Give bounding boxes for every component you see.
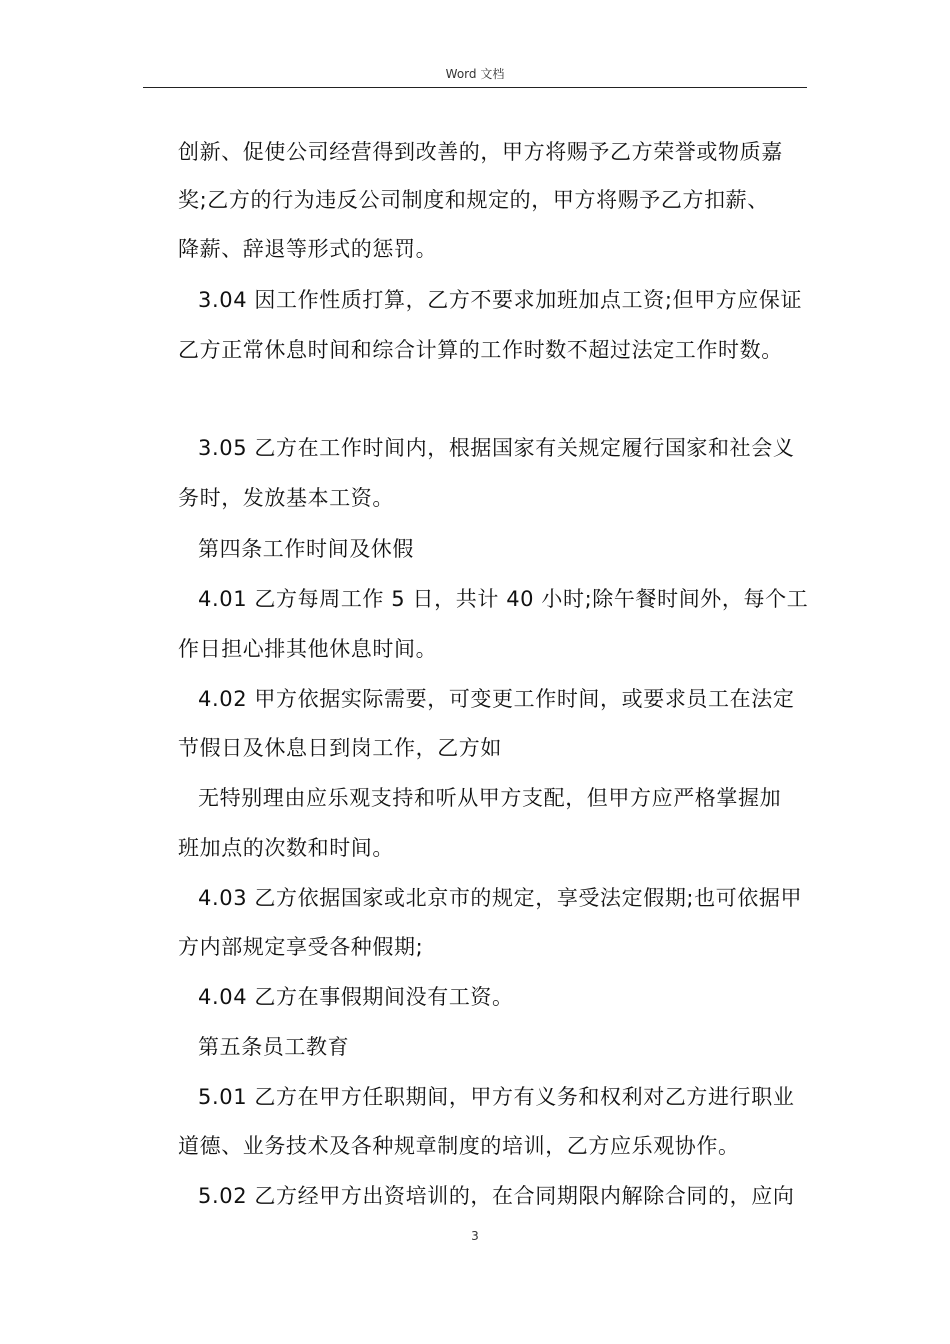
paragraph-line: 道德、业务技术及各种规章制度的培训，乙方应乐观协作。 — [178, 1134, 740, 1158]
paragraph-line: 5.02 乙方经甲方出资培训的，在合同期限内解除合同的，应向 — [198, 1184, 795, 1208]
paragraph-line: 4.01 乙方每周工作 5 日，共计 40 小时;除午餐时间外，每个工 — [198, 587, 809, 611]
page-number: 3 — [471, 1229, 479, 1243]
section-heading: 第五条员工教育 — [198, 1035, 350, 1059]
paragraph-line: 节假日及休息日到岗工作，乙方如 — [178, 736, 502, 760]
paragraph-line: 方内部规定享受各种假期; — [178, 935, 424, 959]
paragraph-line: 4.02 甲方依据实际需要，可变更工作时间，或要求员工在法定 — [198, 687, 795, 711]
paragraph-line: 3.04 因工作性质打算，乙方不要求加班加点工资;但甲方应保证 — [198, 288, 803, 312]
page-header: Word 文档 — [445, 67, 505, 81]
paragraph-line: 降薪、辞退等形式的惩罚。 — [178, 237, 438, 261]
paragraph-line: 作日担心排其他休息时间。 — [178, 637, 438, 661]
header-divider — [143, 87, 807, 88]
paragraph-line: 3.05 乙方在工作时间内，根据国家有关规定履行国家和社会义 — [198, 436, 795, 460]
paragraph-line: 奖;乙方的行为违反公司制度和规定的，甲方将赐予乙方扣薪、 — [178, 188, 769, 212]
paragraph-line: 创新、促使公司经营得到改善的，甲方将赐予乙方荣誉或物质嘉 — [178, 140, 783, 164]
paragraph-line: 无特别理由应乐观支持和听从甲方支配，但甲方应严格掌握加 — [198, 786, 782, 810]
paragraph-line: 班加点的次数和时间。 — [178, 836, 394, 860]
paragraph-line: 务时，发放基本工资。 — [178, 486, 394, 510]
paragraph-line: 乙方正常休息时间和综合计算的工作时数不超过法定工作时数。 — [178, 338, 783, 362]
paragraph-line: 5.01 乙方在甲方任职期间，甲方有义务和权利对乙方进行职业 — [198, 1085, 795, 1109]
section-heading: 第四条工作时间及休假 — [198, 537, 414, 561]
paragraph-line: 4.03 乙方依据国家或北京市的规定，享受法定假期;也可依据甲 — [198, 886, 803, 910]
paragraph-line: 4.04 乙方在事假期间没有工资。 — [198, 985, 514, 1009]
